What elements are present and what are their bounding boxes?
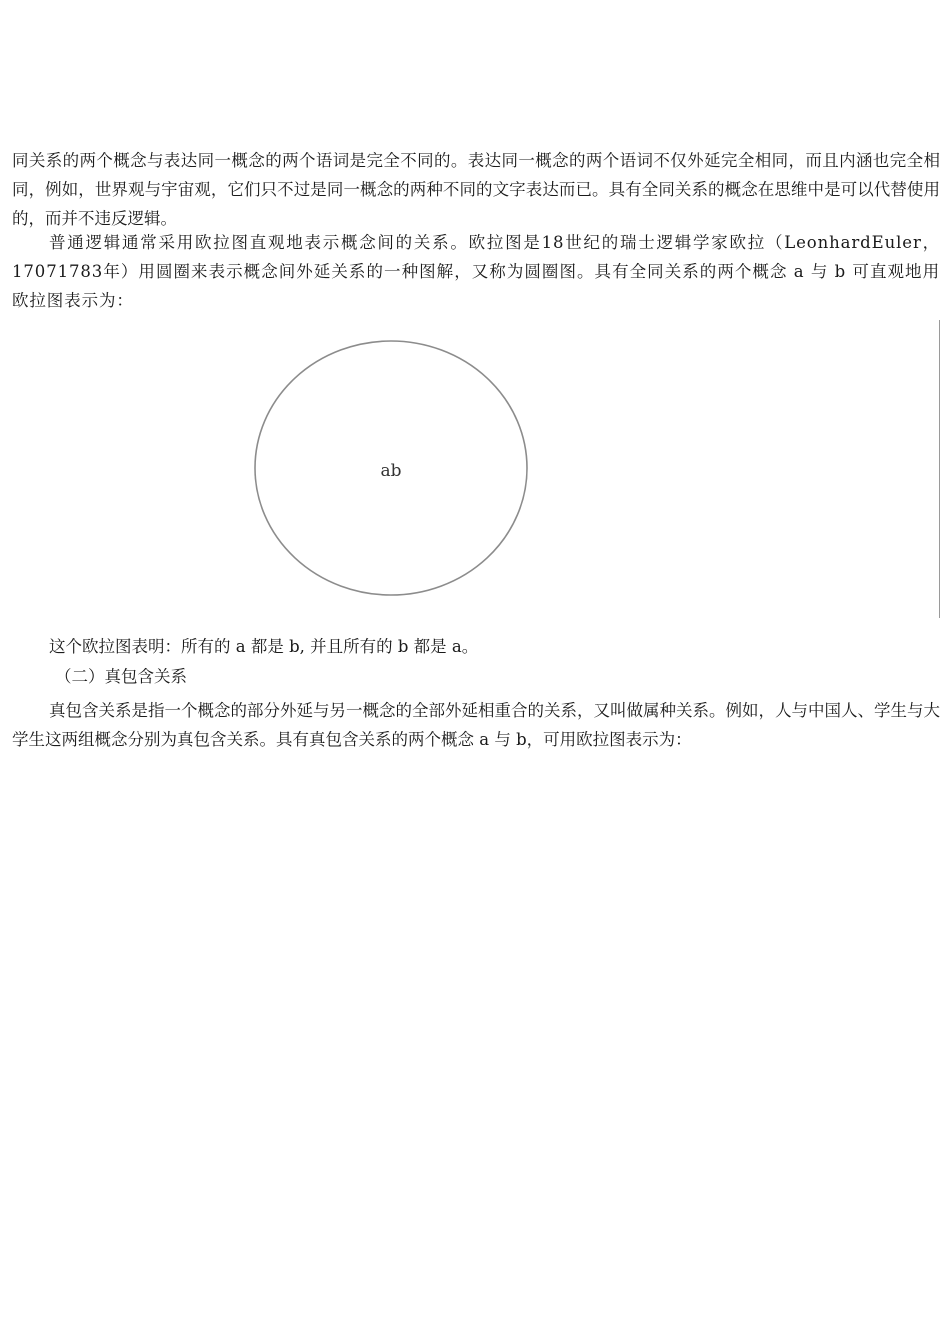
paragraph-proper-inclusion-definition: 真包含关系是指一个概念的部分外延与另一概念的全部外延相重合的关系，又叫做属种关系。例如，人与中国人、学生与大学生这两组概念分别为真包含关系。具有真包含关系的两个概念 a 与 b，可用欧拉图表示为： xyxy=(12,701,940,749)
paragraph-euler-diagram-intro: 普通逻辑通常采用欧拉图直观地表示概念间的关系。欧拉图是18世纪的瑞士逻辑学家欧拉（LeonhardEuler，17071783年）用圆圈来表示概念间外延关系的一种图解，又称为圆圈图。具有全同关系的两个概念 a 与 b 可直观地用欧拉图表示为： xyxy=(12,233,940,310)
paragraph-identity-relation-intro: 同关系的两个概念与表达同一概念的两个语词是完全不同的。表达同一概念的两个语词不仅外延完全相同，而且内涵也完全相同，例如，世界观与宇宙观，它们只不过是同一概念的两种不同的文字表达而已。具有全同关系的概念在思维中是可以代替使用的，而并不违反逻辑。 xyxy=(12,151,940,228)
euler-diagram-identity xyxy=(240,330,540,610)
page-edge-rule xyxy=(939,320,940,618)
section-heading-proper-inclusion: （二）真包含关系 xyxy=(55,667,187,686)
euler-diagram-svg xyxy=(240,330,540,610)
paragraph-diagram-explanation: 这个欧拉图表明：所有的 a 都是 b, 并且所有的 b 都是 a。 xyxy=(49,637,479,656)
euler-circle-label: ab xyxy=(380,461,402,481)
